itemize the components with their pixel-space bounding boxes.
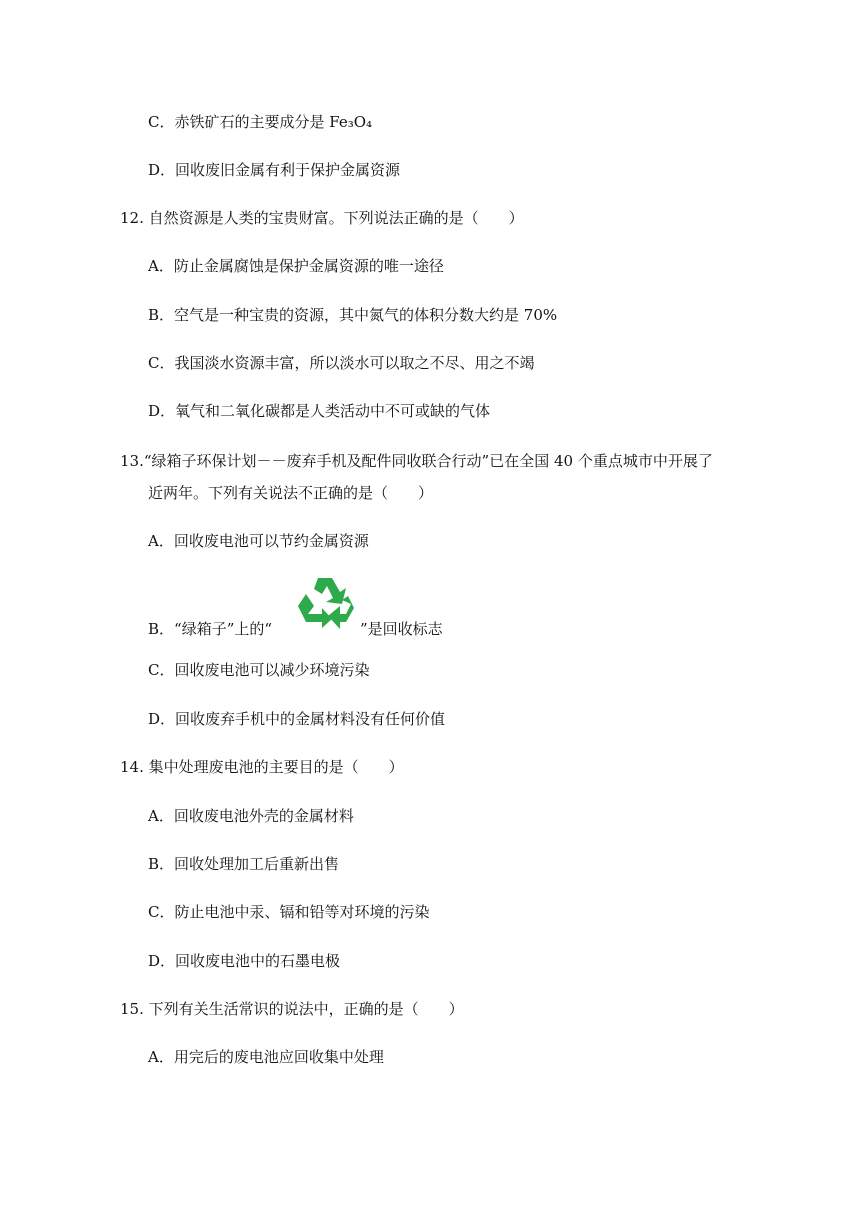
q13-option-a: A．回收废电池可以节约金属资源	[148, 532, 369, 550]
recycle-icon	[296, 572, 360, 634]
q13-option-b-prefix: B．“绿箱子”上的“	[148, 620, 273, 638]
q14-option-a: A．回收废电池外壳的金属材料	[148, 807, 354, 825]
question-12: 12. 自然资源是人类的宝贵财富。下列说法正确的是（ ）	[120, 209, 524, 227]
question-13-line-2: 近两年。下列有关说法不正确的是（ ）	[148, 484, 434, 502]
option-c-prev: C．赤铁矿石的主要成分是 Fe₃O₄	[148, 113, 373, 131]
option-d-prev: D．回收废旧金属有利于保护金属资源	[148, 161, 401, 179]
q12-option-c: C．我国淡水资源丰富，所以淡水可以取之不尽、用之不竭	[148, 354, 535, 372]
q14-option-c: C．防止电池中汞、镉和铅等对环境的污染	[148, 903, 430, 921]
q12-option-a: A．防止金属腐蚀是保护金属资源的唯一途径	[148, 257, 444, 275]
q13-option-b-suffix: ”是回收标志	[360, 620, 443, 638]
q13-option-d: D．回收废弃手机中的金属材料没有任何价值	[148, 710, 446, 728]
q13-option-c: C．回收废电池可以减少环境污染	[148, 661, 370, 679]
q15-option-a: A．用完后的废电池应回收集中处理	[148, 1048, 384, 1066]
question-13-line-1: 13.“绿箱子环保计划－－废弃手机及配件同收联合行动”已在全国 40 个重点城市中开展了	[120, 452, 713, 470]
q12-option-b: B．空气是一种宝贵的资源，其中氮气的体积分数大约是 70%	[148, 306, 558, 324]
q14-option-d: D．回收废电池中的石墨电极	[148, 952, 341, 970]
question-14: 14. 集中处理废电池的主要目的是（ ）	[120, 758, 404, 776]
question-15: 15. 下列有关生活常识的说法中，正确的是（ ）	[120, 1000, 464, 1018]
q12-option-d: D．氧气和二氧化碳都是人类活动中不可或缺的气体	[148, 402, 491, 420]
q14-option-b: B．回收处理加工后重新出售	[148, 855, 340, 873]
